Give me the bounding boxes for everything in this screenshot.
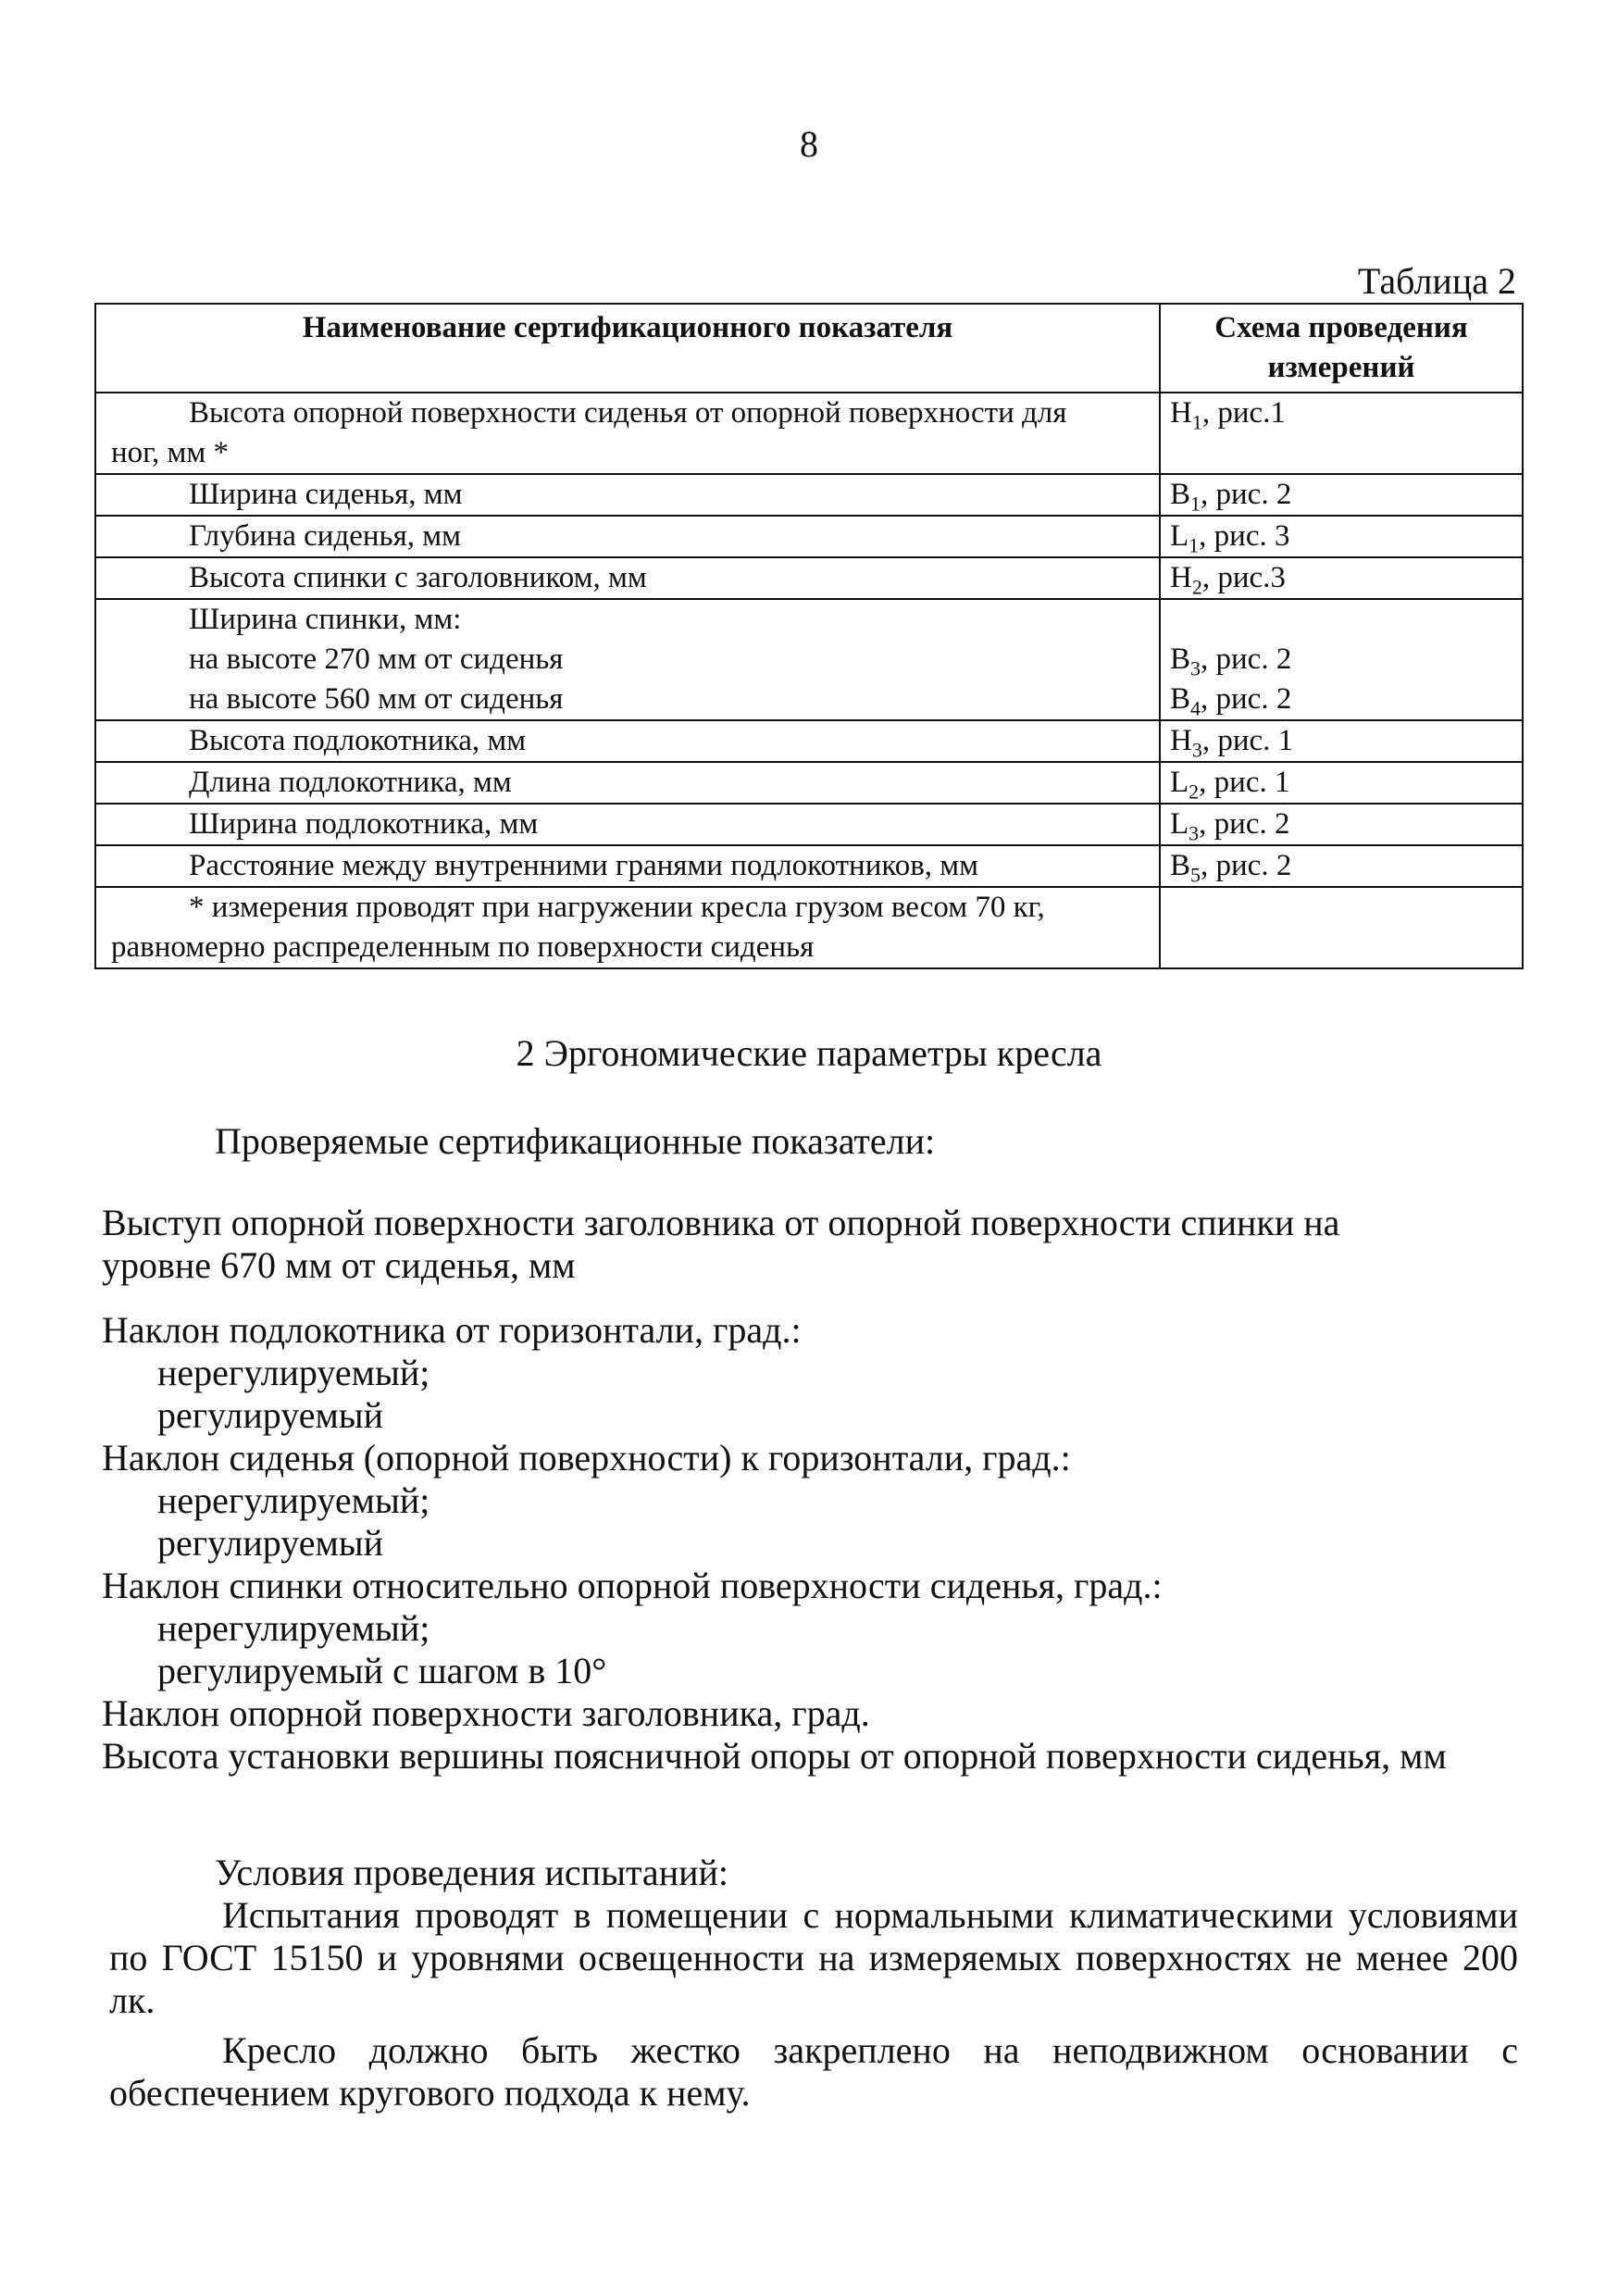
table-row	[95, 516, 1523, 557]
scheme-index: 5	[1190, 863, 1201, 887]
table-caption: Таблица 2	[1357, 260, 1516, 302]
param-option: регулируемый	[157, 1394, 384, 1436]
cell-text: на высоте 270 мм от сиденья	[189, 643, 564, 676]
scheme-ref: , рис. 1	[1201, 724, 1294, 757]
table-cell-scheme	[1160, 599, 1523, 720]
scheme-letter: B	[1170, 643, 1191, 676]
param-option: регулируемый с шагом в 10°	[157, 1650, 607, 1691]
table-row	[95, 557, 1523, 599]
cell-text: Высота спинки с заголовником, мм	[189, 561, 647, 594]
scheme-letter: H	[1170, 724, 1192, 757]
table-header-name: Наименование сертификационного показателя	[95, 304, 1160, 393]
scheme-ref: , рис. 3	[1199, 519, 1290, 553]
table-row	[95, 804, 1523, 845]
footnote-text: равномерно распределенным по поверхности сиденья	[111, 930, 815, 964]
cell-text: Ширина спинки, мм:	[189, 603, 462, 636]
table-cell-name	[95, 720, 1160, 762]
table-cell-scheme	[1160, 845, 1523, 887]
param-text: Выступ опорной поверхности заголовника от опорной поверхности спинки на	[102, 1202, 1340, 1243]
certification-table	[94, 303, 1524, 969]
table-cell-scheme	[1160, 557, 1523, 599]
scheme-letter: L	[1170, 766, 1189, 799]
scheme-ref: , рис.3	[1201, 561, 1286, 594]
conditions-heading: Условия проведения испытаний:	[215, 1852, 729, 1893]
table-cell-scheme	[1160, 762, 1523, 804]
table-row	[95, 474, 1523, 516]
table-row	[95, 599, 1523, 720]
cell-text: Ширина подлокотника, мм	[189, 807, 539, 841]
table-cell-name	[95, 845, 1160, 887]
page-number: 8	[800, 123, 818, 165]
cell-text	[1170, 680, 1512, 719]
param-option: нерегулируемый;	[157, 1607, 430, 1649]
scheme-index: 3	[1191, 738, 1202, 762]
table-row	[95, 845, 1523, 887]
param-headrest-protrusion	[102, 1202, 1518, 1287]
scheme-letter: B	[1170, 849, 1191, 882]
table-cell-name	[95, 393, 1160, 474]
param-option: нерегулируемый;	[157, 1352, 430, 1393]
scheme-letter: B	[1170, 478, 1191, 511]
table-cell-name	[95, 804, 1160, 845]
table-cell-name	[95, 887, 1160, 968]
table-cell-name	[95, 474, 1160, 516]
param-option: нерегулируемый;	[157, 1479, 430, 1521]
scheme-ref: , рис. 1	[1199, 766, 1290, 799]
param-armrest-tilt	[102, 1309, 1518, 1778]
cell-text: на высоте 560 мм от сиденья	[189, 682, 564, 716]
scheme-ref: , рис. 2	[1201, 478, 1292, 511]
table-header-scheme: Схема проведения измерений	[1160, 304, 1523, 393]
scheme-index: 1	[1190, 492, 1201, 516]
param-option: регулируемый	[157, 1522, 384, 1564]
scheme-index: 3	[1190, 656, 1201, 680]
table-cell-scheme	[1160, 720, 1523, 762]
param-text: Высота установки вершины поясничной опоры от опорной поверхности сиденья, мм	[102, 1735, 1447, 1777]
cell-spacer	[1170, 600, 1512, 640]
param-text: Наклон сиденья (опорной поверхности) к горизонтали, град.:	[102, 1437, 1071, 1479]
table-cell-scheme	[1160, 887, 1523, 968]
table-cell-scheme	[1160, 474, 1523, 516]
scheme-index: 2	[1189, 780, 1200, 804]
table-row	[95, 393, 1523, 474]
footnote-text: * измерения проводят при нагружении кресла грузом весом 70 кг,	[189, 891, 1045, 924]
table-cell-name	[95, 516, 1160, 557]
scheme-index: 4	[1190, 696, 1201, 720]
param-text: уровне 670 мм от сиденья, мм	[102, 1244, 576, 1286]
conditions-paragraph-1: Испытания проводят в помещении с нормальными климатическими условиями по ГОСТ 15150 и уровнями освещенности на измеряемых поверхностях не менее 200 лк.	[109, 1894, 1518, 2021]
param-text: Наклон опорной поверхности заголовника, град.	[102, 1692, 870, 1734]
scheme-letter: L	[1170, 519, 1189, 553]
scheme-letter: L	[1170, 807, 1189, 841]
cell-text: Глубина сиденья, мм	[189, 519, 462, 553]
cell-text	[1170, 640, 1512, 680]
conditions-paragraph-2: Кресло должно быть жестко закреплено на неподвижном основании с обеспечением кругового подхода к нему.	[109, 2029, 1518, 2114]
scheme-index: 3	[1189, 821, 1200, 845]
scheme-index: 1	[1189, 533, 1200, 557]
cell-text: Высота опорной поверхности сиденья от опорной поверхности для	[189, 396, 1067, 430]
table-cell-name	[95, 557, 1160, 599]
cell-text: Ширина сиденья, мм	[189, 478, 463, 511]
scheme-ref: , рис. 2	[1201, 643, 1292, 676]
cell-text: Расстояние между внутренними гранями подлокотников, мм	[189, 849, 979, 882]
table-cell-name	[95, 599, 1160, 720]
cell-text: ног, мм *	[111, 436, 229, 469]
scheme-index: 1	[1191, 410, 1202, 434]
param-text: Наклон спинки относительно опорной поверхности сиденья, град.:	[102, 1565, 1163, 1606]
scheme-index: 2	[1191, 575, 1202, 599]
cell-text: Высота подлокотника, мм	[189, 724, 527, 757]
scheme-ref: , рис.1	[1201, 396, 1286, 430]
scheme-letter: H	[1170, 561, 1192, 594]
scheme-ref: , рис. 2	[1201, 849, 1292, 882]
checked-params-heading: Проверяемые сертификационные показатели:	[215, 1120, 936, 1162]
table-cell-name	[95, 762, 1160, 804]
table-cell-scheme	[1160, 393, 1523, 474]
scheme-letter: H	[1170, 396, 1192, 430]
scheme-letter: B	[1170, 682, 1191, 716]
table-row	[95, 762, 1523, 804]
cell-text: Длина подлокотника, мм	[189, 766, 512, 799]
table-row-footnote	[95, 887, 1523, 968]
section-heading: 2 Эргономические параметры кресла	[516, 1032, 1102, 1074]
param-text: Наклон подлокотника от горизонтали, град.:	[102, 1309, 802, 1351]
scheme-ref: , рис. 2	[1201, 682, 1292, 716]
table-row	[95, 720, 1523, 762]
table-cell-scheme	[1160, 804, 1523, 845]
scheme-ref: , рис. 2	[1199, 807, 1290, 841]
table-header-row	[95, 304, 1523, 393]
table-cell-scheme	[1160, 516, 1523, 557]
